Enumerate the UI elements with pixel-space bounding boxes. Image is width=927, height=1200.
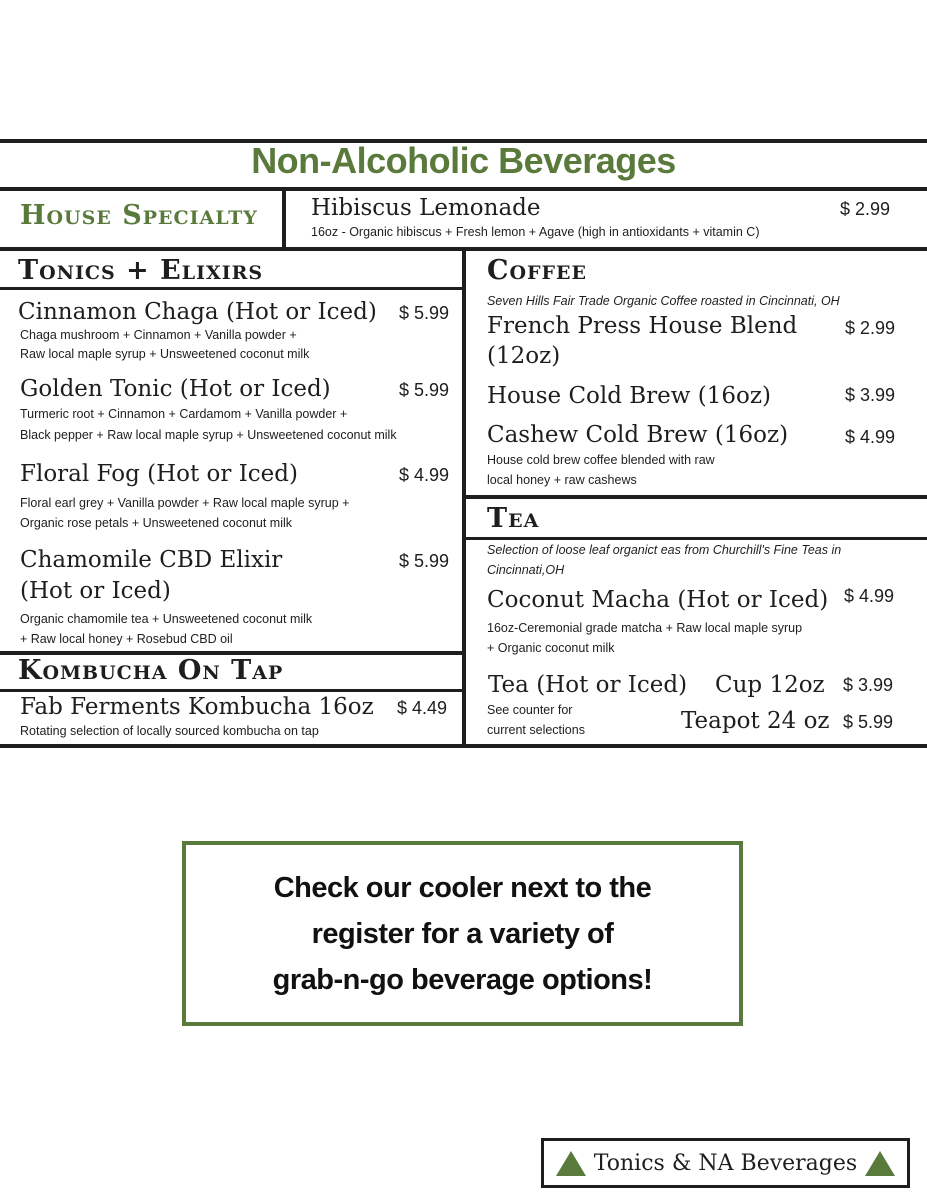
item-name: Cashew Cold Brew (16oz) xyxy=(487,422,789,448)
item-price: $ 4.49 xyxy=(397,698,448,718)
item-name: Cinnamon Chaga (Hot or Iced) xyxy=(18,299,377,325)
item-desc: Black pepper + Raw local maple syrup + Unsweetened coconut milk xyxy=(20,428,397,442)
item-price: $ 5.99 xyxy=(399,303,450,323)
title-bottom-rule xyxy=(0,187,927,191)
item-desc: 16oz-Ceremonial grade matcha + Raw local maple syrup xyxy=(487,621,803,635)
item-price: $ 4.99 xyxy=(399,465,450,485)
coffee-heading: Coffee xyxy=(487,255,587,286)
item-desc: See counter for xyxy=(487,703,573,717)
triangle-icon xyxy=(865,1151,895,1176)
item-desc: Organic chamomile tea + Unsweetened coconut milk xyxy=(20,612,313,626)
item-name: Coconut Macha (Hot or Iced) xyxy=(487,587,829,613)
item-desc: Raw local maple syrup + Unsweetened coconut milk xyxy=(20,347,310,361)
cooler-notice-line: register for a variety of xyxy=(311,917,614,950)
item-name: Floral Fog (Hot or Iced) xyxy=(20,461,298,487)
tonics-heading-rule xyxy=(0,287,462,290)
item-desc: + Raw local honey + Rosebud CBD oil xyxy=(20,632,233,646)
cooler-notice-box xyxy=(182,841,743,1026)
tea-top-rule xyxy=(462,495,927,499)
item-name: Golden Tonic (Hot or Iced) xyxy=(20,376,331,402)
tea-heading: Tea xyxy=(487,503,540,534)
footer-tag xyxy=(541,1138,910,1188)
item-price: $ 5.99 xyxy=(399,380,450,400)
triangle-icon xyxy=(556,1151,586,1176)
item-desc: current selections xyxy=(487,723,585,737)
menu-bottom-rule xyxy=(0,744,927,748)
hibiscus-lemonade-desc: 16oz - Organic hibiscus + Fresh lemon + Agave (high in antioxidants + vitamin C) xyxy=(311,225,760,239)
item-desc: Rotating selection of locally sourced kombucha on tap xyxy=(20,724,319,738)
hibiscus-lemonade-price: $ 2.99 xyxy=(840,199,891,219)
tea-note: Cincinnati,OH xyxy=(487,563,565,577)
item-desc: + Organic coconut milk xyxy=(487,641,615,655)
item-desc: Organic rose petals + Unsweetened coconut milk xyxy=(20,516,293,530)
size-price: $ 3.99 xyxy=(843,675,894,695)
cooler-notice-text xyxy=(273,865,653,1003)
tonics-heading: Tonics + Elixirs xyxy=(18,255,264,286)
tea-note: Selection of loose leaf organict eas from Churchill's Fine Teas in xyxy=(487,543,842,557)
page-title: Non-Alcoholic Beverages xyxy=(251,140,676,181)
item-desc: Turmeric root + Cinnamon + Cardamom + Vanilla powder + xyxy=(20,407,348,421)
item-name: French Press House Blend xyxy=(487,313,798,339)
size-label: Cup 12oz xyxy=(715,672,825,698)
cooler-notice-line: grab-n-go beverage options! xyxy=(272,963,653,996)
house-specialty-divider xyxy=(282,189,286,249)
item-price: $ 3.99 xyxy=(845,385,896,405)
item-name: House Cold Brew (16oz) xyxy=(487,383,771,409)
house-specialty-heading: House Specialty xyxy=(20,200,258,231)
item-name: Chamomile CBD Elixir xyxy=(20,547,283,573)
item-name: (12oz) xyxy=(487,343,561,369)
item-price: $ 4.99 xyxy=(845,427,896,447)
item-name: Tea (Hot or Iced) xyxy=(488,672,688,698)
size-price: $ 5.99 xyxy=(843,712,894,732)
item-desc: local honey + raw cashews xyxy=(487,473,637,487)
item-name: Fab Ferments Kombucha 16oz xyxy=(20,694,374,720)
item-price: $ 5.99 xyxy=(399,551,450,571)
kombucha-heading: Kombucha On Tap xyxy=(18,655,284,686)
coffee-note: Seven Hills Fair Trade Organic Coffee roasted in Cincinnati, OH xyxy=(487,294,840,308)
item-price: $ 4.99 xyxy=(844,586,895,606)
item-desc: House cold brew coffee blended with raw xyxy=(487,453,715,467)
size-label: Teapot 24 oz xyxy=(681,708,830,734)
item-name: (Hot or Iced) xyxy=(20,578,171,604)
cooler-notice-line: Check our cooler next to the xyxy=(273,871,652,904)
hibiscus-lemonade-name: Hibiscus Lemonade xyxy=(311,195,541,221)
item-price: $ 2.99 xyxy=(845,318,896,338)
item-desc: Floral earl grey + Vanilla powder + Raw local maple syrup + xyxy=(20,496,350,510)
footer-tag-label: Tonics & NA Beverages xyxy=(593,1150,858,1176)
item-desc: Chaga mushroom + Cinnamon + Vanilla powder + xyxy=(20,328,297,342)
